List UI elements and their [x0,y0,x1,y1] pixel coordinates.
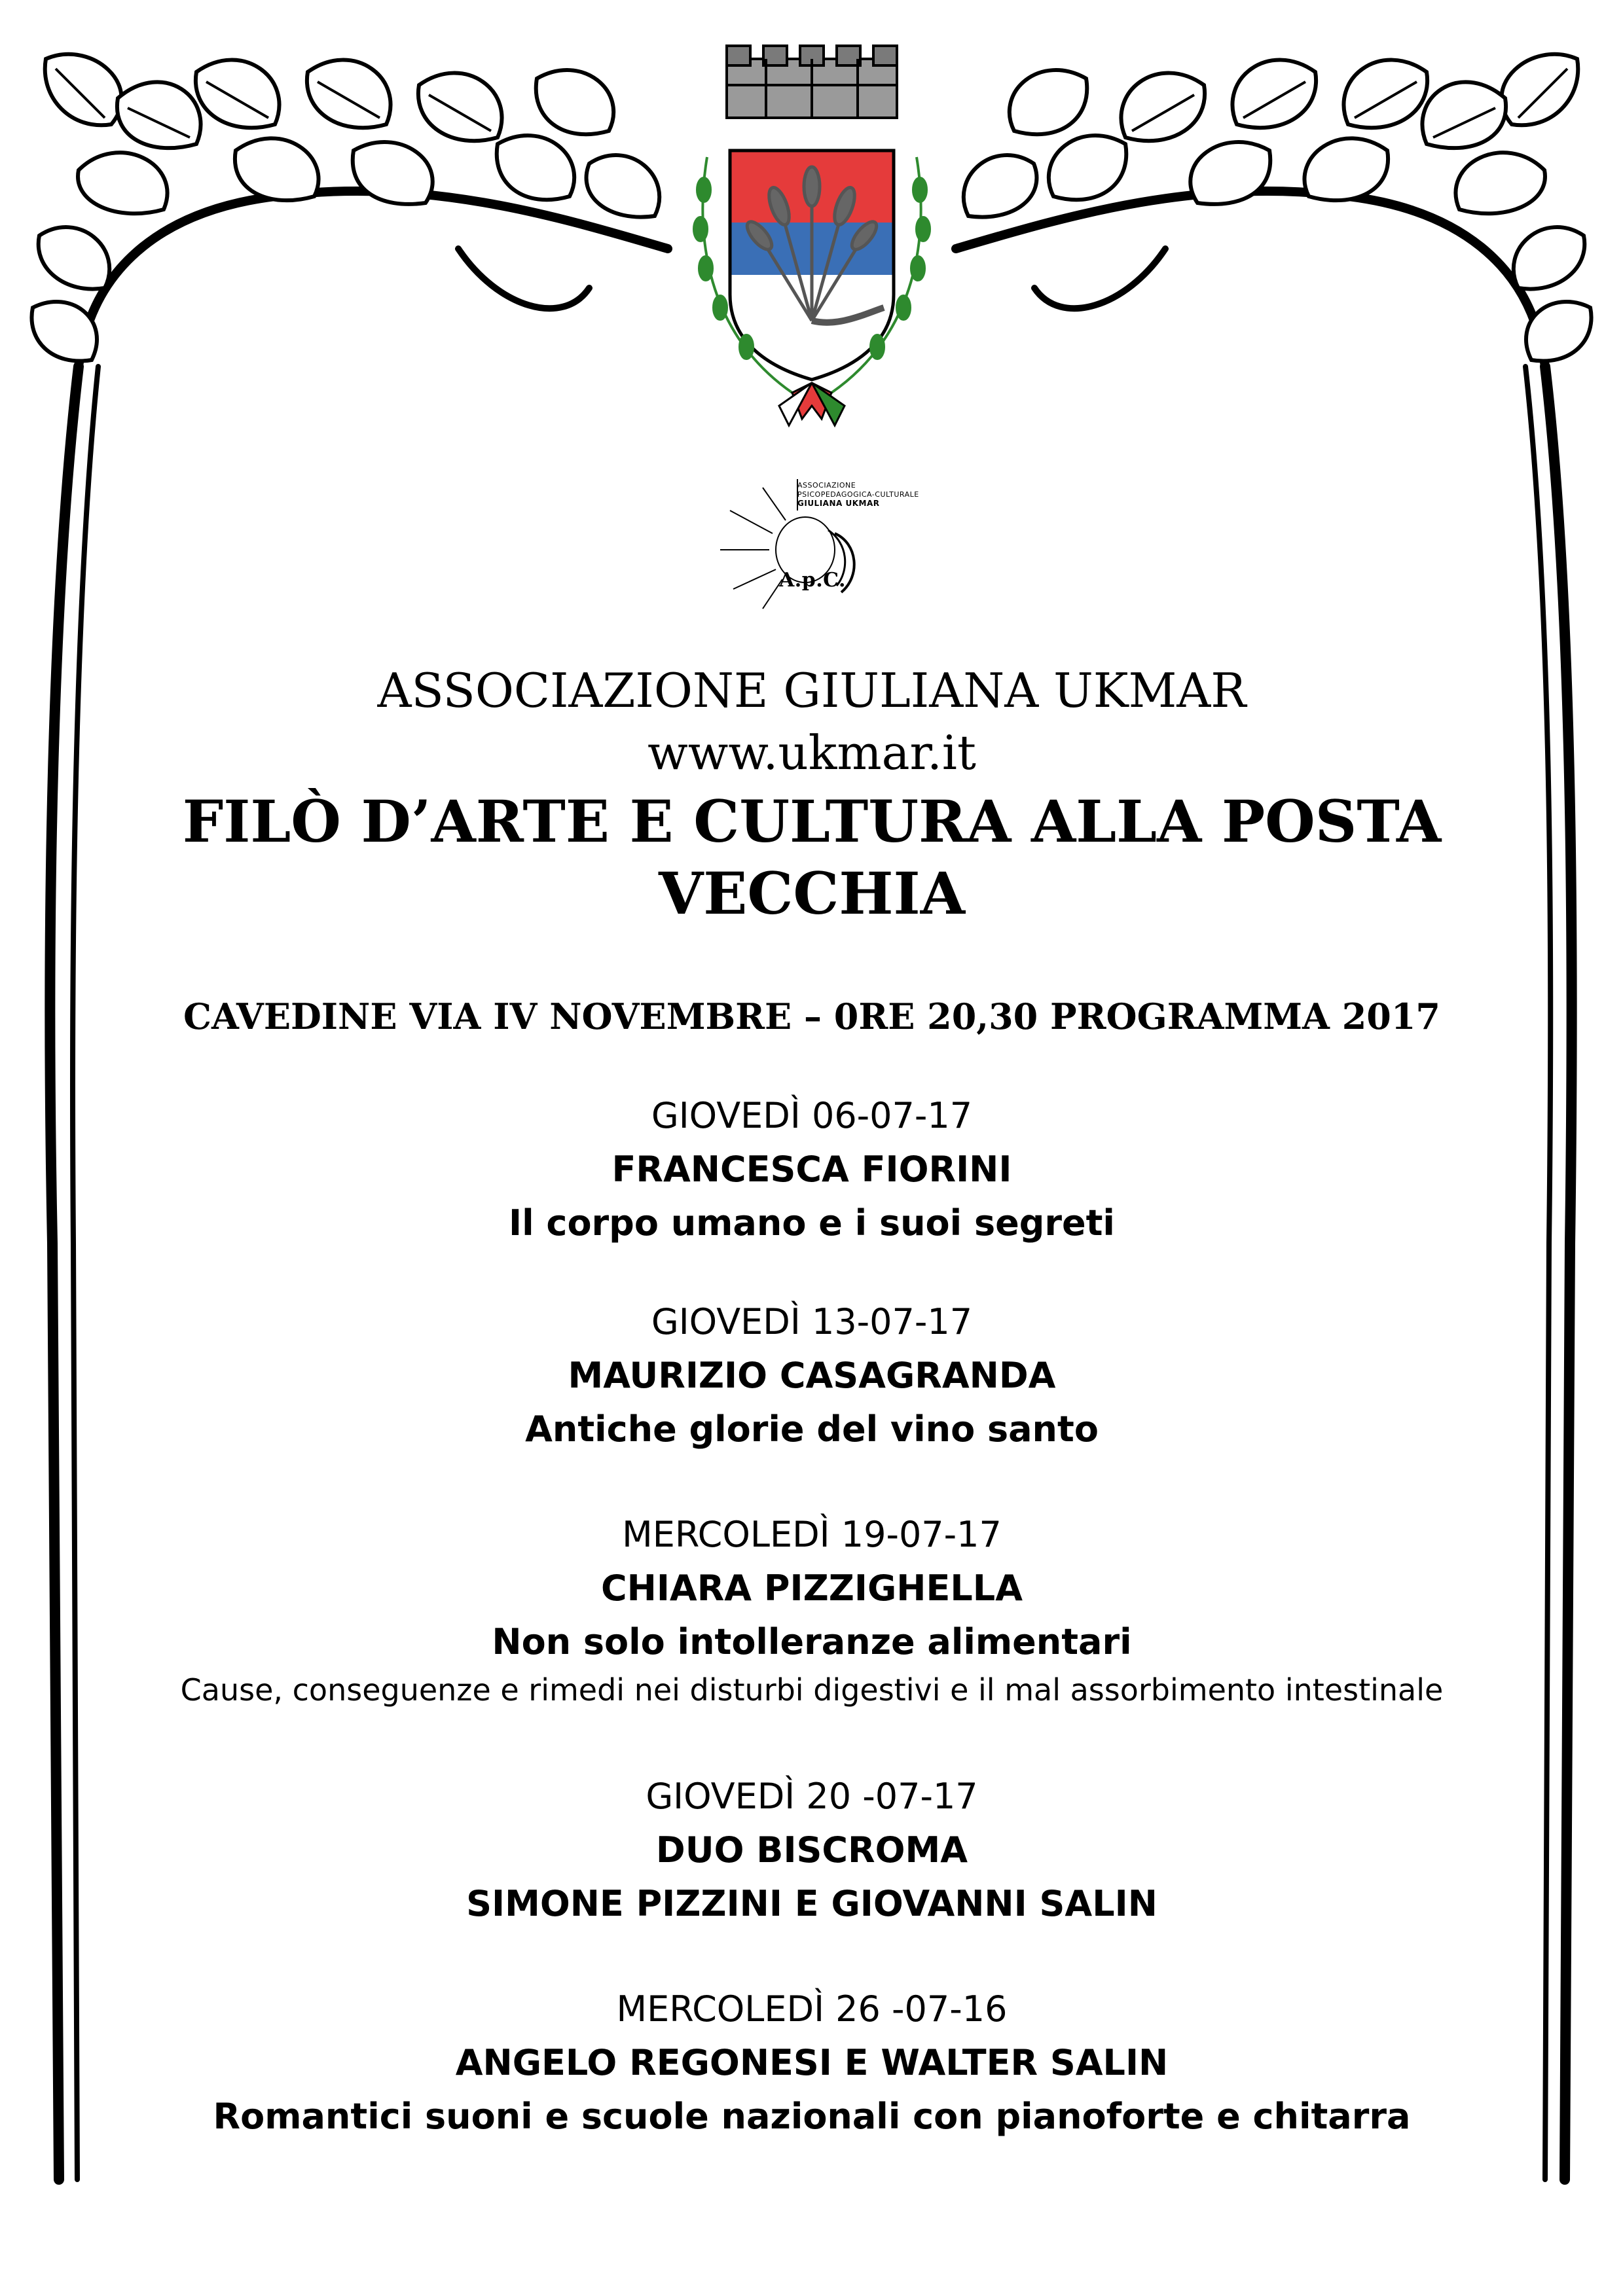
event-4 [105,1774,1519,1927]
logo-line-1: ASSOCIAZIONE [797,481,856,490]
coat-of-arms-crest [681,39,943,432]
logo-monogram: A.p.C. [779,569,846,592]
event-speaker: CHIARA PIZZIGHELLA [601,1568,1023,1609]
event-date: MERCOLEDÌ 26 -07-16 [616,1988,1008,2030]
event-title: Non solo intolleranze alimentari [492,1621,1132,1662]
event-title: Antiche glorie del vino santo [525,1408,1099,1450]
event-speaker: DUO BISCROMA [655,1829,968,1871]
headline-line-2: VECCHIA [658,859,965,927]
event-1 [105,1093,1519,1246]
venue-and-time: CAVEDINE VIA IV NOVEMBRE – 0RE 20,30 PROGRAMMA 2017 [183,996,1441,1037]
event-title: SIMONE PIZZINI E GIOVANNI SALIN [466,1883,1158,1924]
event-speaker: MAURIZIO CASAGRANDA [568,1355,1056,1396]
event-date: MERCOLEDÌ 19-07-17 [622,1514,1002,1555]
event-date: GIOVEDÌ 06-07-17 [651,1095,973,1136]
logo-line-2: PSICOPEDAGOGICA-CULTURALE [797,490,919,499]
logo-line-3: GIULIANA UKMAR [797,499,880,508]
event-speaker: FRANCESCA FIORINI [611,1149,1012,1190]
headline-line-1: FILÒ D’ARTE E CULTURA ALLA POSTA [182,787,1442,855]
event-title: Il corpo umano e i suoi segreti [509,1202,1115,1244]
event-speaker: ANGELO REGONESI E WALTER SALIN [455,2042,1169,2083]
crown-icon [727,46,897,118]
event-title: Romantici suoni e scuole nazionali con pianoforte e chitarra [213,2096,1411,2137]
event-3 [105,1512,1519,1710]
event-date: GIOVEDÌ 20 -07-17 [646,1776,978,1817]
event-5 [105,1986,1519,2140]
event-2 [105,1299,1519,1452]
event-series-headline [105,785,1519,929]
event-date: GIOVEDÌ 13-07-17 [651,1301,973,1342]
event-description: Cause, conseguenze e rimedi nei disturbi digestivi e il mal assorbimento intestinale [180,1672,1444,1708]
website-link[interactable]: www.ukmar.it [647,725,976,780]
association-name: ASSOCIAZIONE GIULIANA UKMAR [377,663,1247,718]
